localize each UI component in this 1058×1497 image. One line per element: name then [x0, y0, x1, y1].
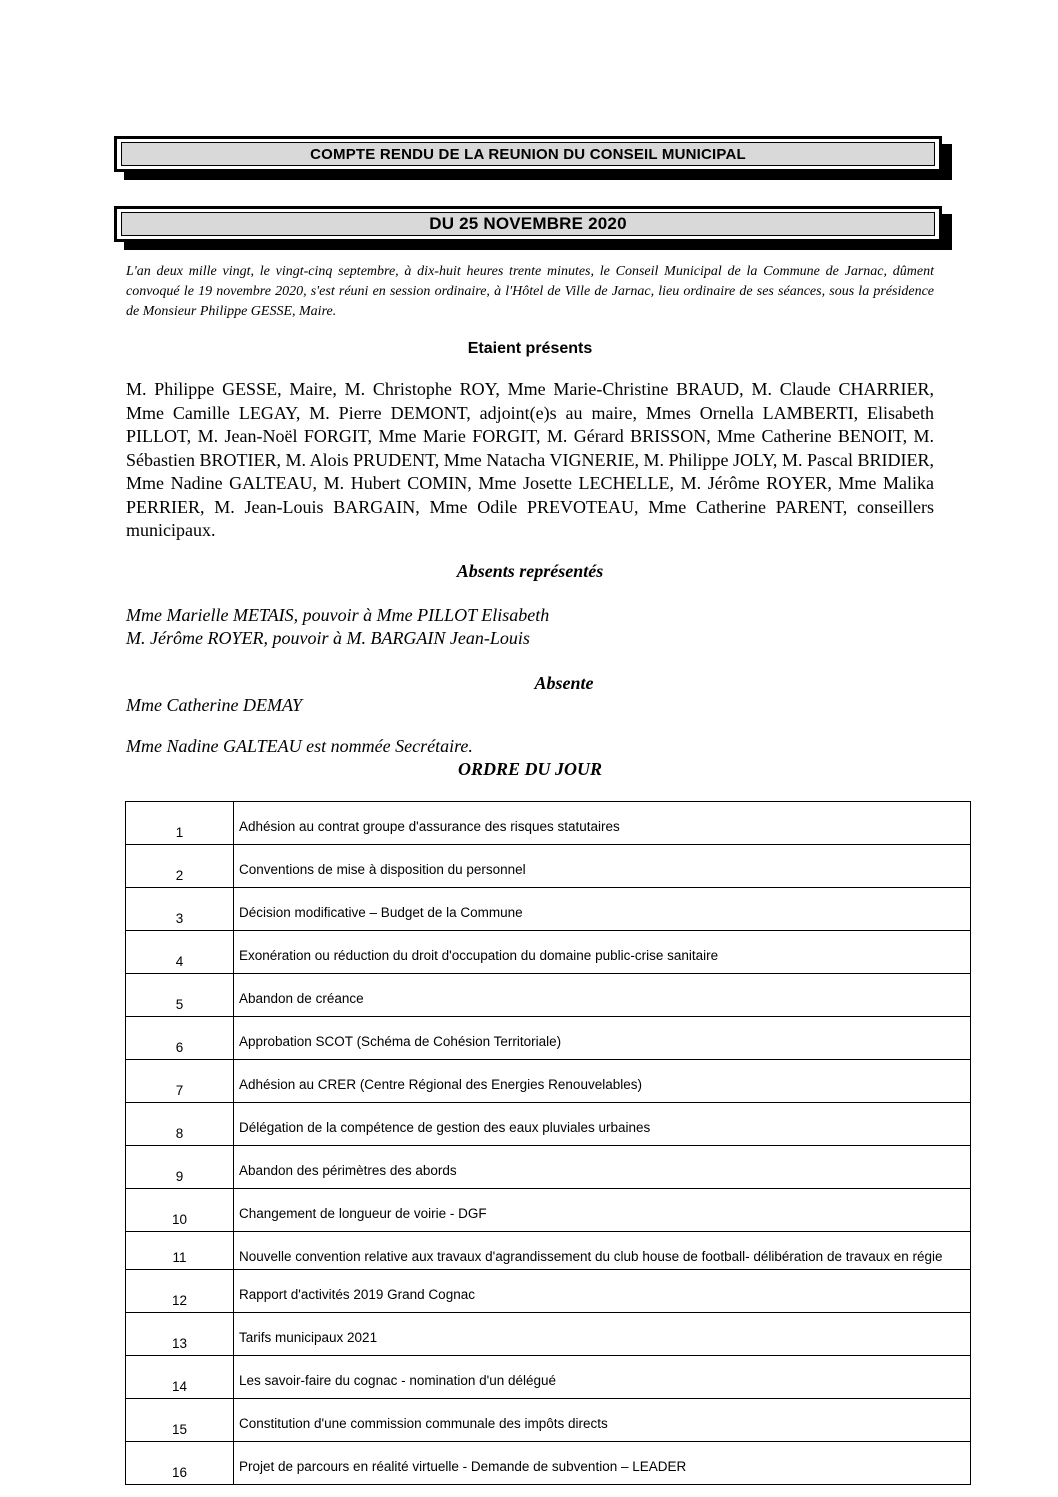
agenda-item-label: Abandon de créance	[234, 974, 971, 1017]
agenda-item-number: 5	[126, 974, 234, 1017]
date-banner	[114, 206, 942, 242]
agenda-item-label: Adhésion au contrat groupe d'assurance des risques statutaires	[234, 802, 971, 845]
agenda-row	[126, 1442, 971, 1485]
title-banner	[114, 136, 942, 172]
agenda-row	[126, 1103, 971, 1146]
agenda-item-label: Projet de parcours en réalité virtuelle - Demande de subvention – LEADER	[234, 1442, 971, 1485]
proxy-list	[126, 604, 549, 650]
absents-represented-heading: Absents représentés	[456, 561, 604, 581]
proxy-item: Mme Marielle METAIS, pouvoir à Mme PILLOT Elisabeth	[126, 605, 550, 625]
agenda-item-number: 7	[126, 1060, 234, 1103]
agenda-item-label: Constitution d'une commission communale des impôts directs	[234, 1399, 971, 1442]
agenda-row	[126, 1356, 971, 1399]
agenda-row	[126, 845, 971, 888]
agenda-item-number: 1	[126, 802, 234, 845]
agenda-item-label: Exonération ou réduction du droit d'occupation du domaine public-crise sanitaire	[234, 931, 971, 974]
agenda-heading: ORDRE DU JOUR	[457, 759, 603, 779]
agenda-item-label: Adhésion au CRER (Centre Régional des Energies Renouvelables)	[234, 1060, 971, 1103]
agenda-item-label: Changement de longueur de voirie - DGF	[234, 1189, 971, 1232]
agenda-item-number: 8	[126, 1103, 234, 1146]
agenda-row	[126, 1146, 971, 1189]
agenda-item-number: 12	[126, 1270, 234, 1313]
agenda-item-number: 4	[126, 931, 234, 974]
agenda-item-label: Approbation SCOT (Schéma de Cohésion Territoriale)	[234, 1017, 971, 1060]
agenda-item-number: 9	[126, 1146, 234, 1189]
agenda-row	[126, 931, 971, 974]
agenda-item-number: 6	[126, 1017, 234, 1060]
agenda-item-number: 15	[126, 1399, 234, 1442]
agenda-item-number: 11	[126, 1232, 234, 1270]
agenda-item-label: Conventions de mise à disposition du personnel	[234, 845, 971, 888]
secretary-line: Mme Nadine GALTEAU est nommée Secrétaire.	[126, 736, 473, 756]
agenda-row	[126, 1017, 971, 1060]
agenda-item-label: Décision modificative – Budget de la Commune	[234, 888, 971, 931]
agenda-item-label: Tarifs municipaux 2021	[234, 1313, 971, 1356]
agenda-item-number: 13	[126, 1313, 234, 1356]
presents-list: M. Philippe GESSE, Maire, M. Christophe ROY, Mme Marie-Christine BRAUD, M. Claude CHARRIER, Mme Camille LEGAY, M. Pierre DEMONT, adjoint(e)s au maire, Mmes Ornella LAMBERTI, Elisabeth PILLOT, M. Jean-Noël FORGIT, Mme Marie FORGIT, M. Gérard BRISSON, Mme Catherine BENOIT, M. Sébastien BROTIER, M. Alois PRUDENT, Mme Natacha VIGNERIE, M. Philippe JOLY, M. Pascal BRIDIER, Mme Nadine GALTEAU, M. Hubert COMIN, Mme Josette LECHELLE, M. Jérôme ROYER, Mme Malika PERRIER, M. Jean-Louis BARGAIN, Mme Odile PREVOTEAU, Mme Catherine PARENT, conseillers municipaux.	[126, 379, 934, 540]
agenda-row	[126, 1399, 971, 1442]
agenda-item-number: 10	[126, 1189, 234, 1232]
agenda-item-number: 3	[126, 888, 234, 931]
agenda-item-number: 2	[126, 845, 234, 888]
document-title: COMPTE RENDU DE LA REUNION DU CONSEIL MUNICIPAL	[121, 142, 935, 166]
agenda-row	[126, 802, 971, 845]
presents-heading: Etaient présents	[467, 340, 593, 357]
meeting-date: DU 25 NOVEMBRE 2020	[121, 212, 935, 236]
agenda-table	[125, 801, 971, 1485]
agenda-row	[126, 1232, 971, 1270]
agenda-item-label: Nouvelle convention relative aux travaux d'agrandissement du club house de football- délibération de travaux en régie	[234, 1232, 971, 1270]
absente-name: Mme Catherine DEMAY	[126, 695, 302, 715]
agenda-item-number: 16	[126, 1442, 234, 1485]
agenda-row	[126, 1313, 971, 1356]
agenda-item-label: Délégation de la compétence de gestion des eaux pluviales urbaines	[234, 1103, 971, 1146]
agenda-row	[126, 1270, 971, 1313]
absente-heading: Absente	[534, 673, 594, 693]
agenda-row	[126, 1060, 971, 1103]
agenda-item-number: 14	[126, 1356, 234, 1399]
agenda-row	[126, 1189, 971, 1232]
proxy-item: M. Jérôme ROYER, pouvoir à M. BARGAIN Jean-Louis	[126, 628, 530, 648]
agenda-item-label: Les savoir-faire du cognac - nomination d'un délégué	[234, 1356, 971, 1399]
agenda-row	[126, 974, 971, 1017]
agenda-row	[126, 888, 971, 931]
agenda-item-label: Rapport d'activités 2019 Grand Cognac	[234, 1270, 971, 1313]
agenda-item-label: Abandon des périmètres des abords	[234, 1146, 971, 1189]
intro-paragraph: L'an deux mille vingt, le vingt-cinq septembre, à dix-huit heures trente minutes, le Conseil Municipal de la Commune de Jarnac, dûment convoqué le 19 novembre 2020, s'est réuni en session ordinaire, à l'Hôtel de Ville de Jarnac, lieu ordinaire de ses séances, sous la présidence de Monsieur Philippe GESSE, Maire.	[126, 264, 934, 319]
